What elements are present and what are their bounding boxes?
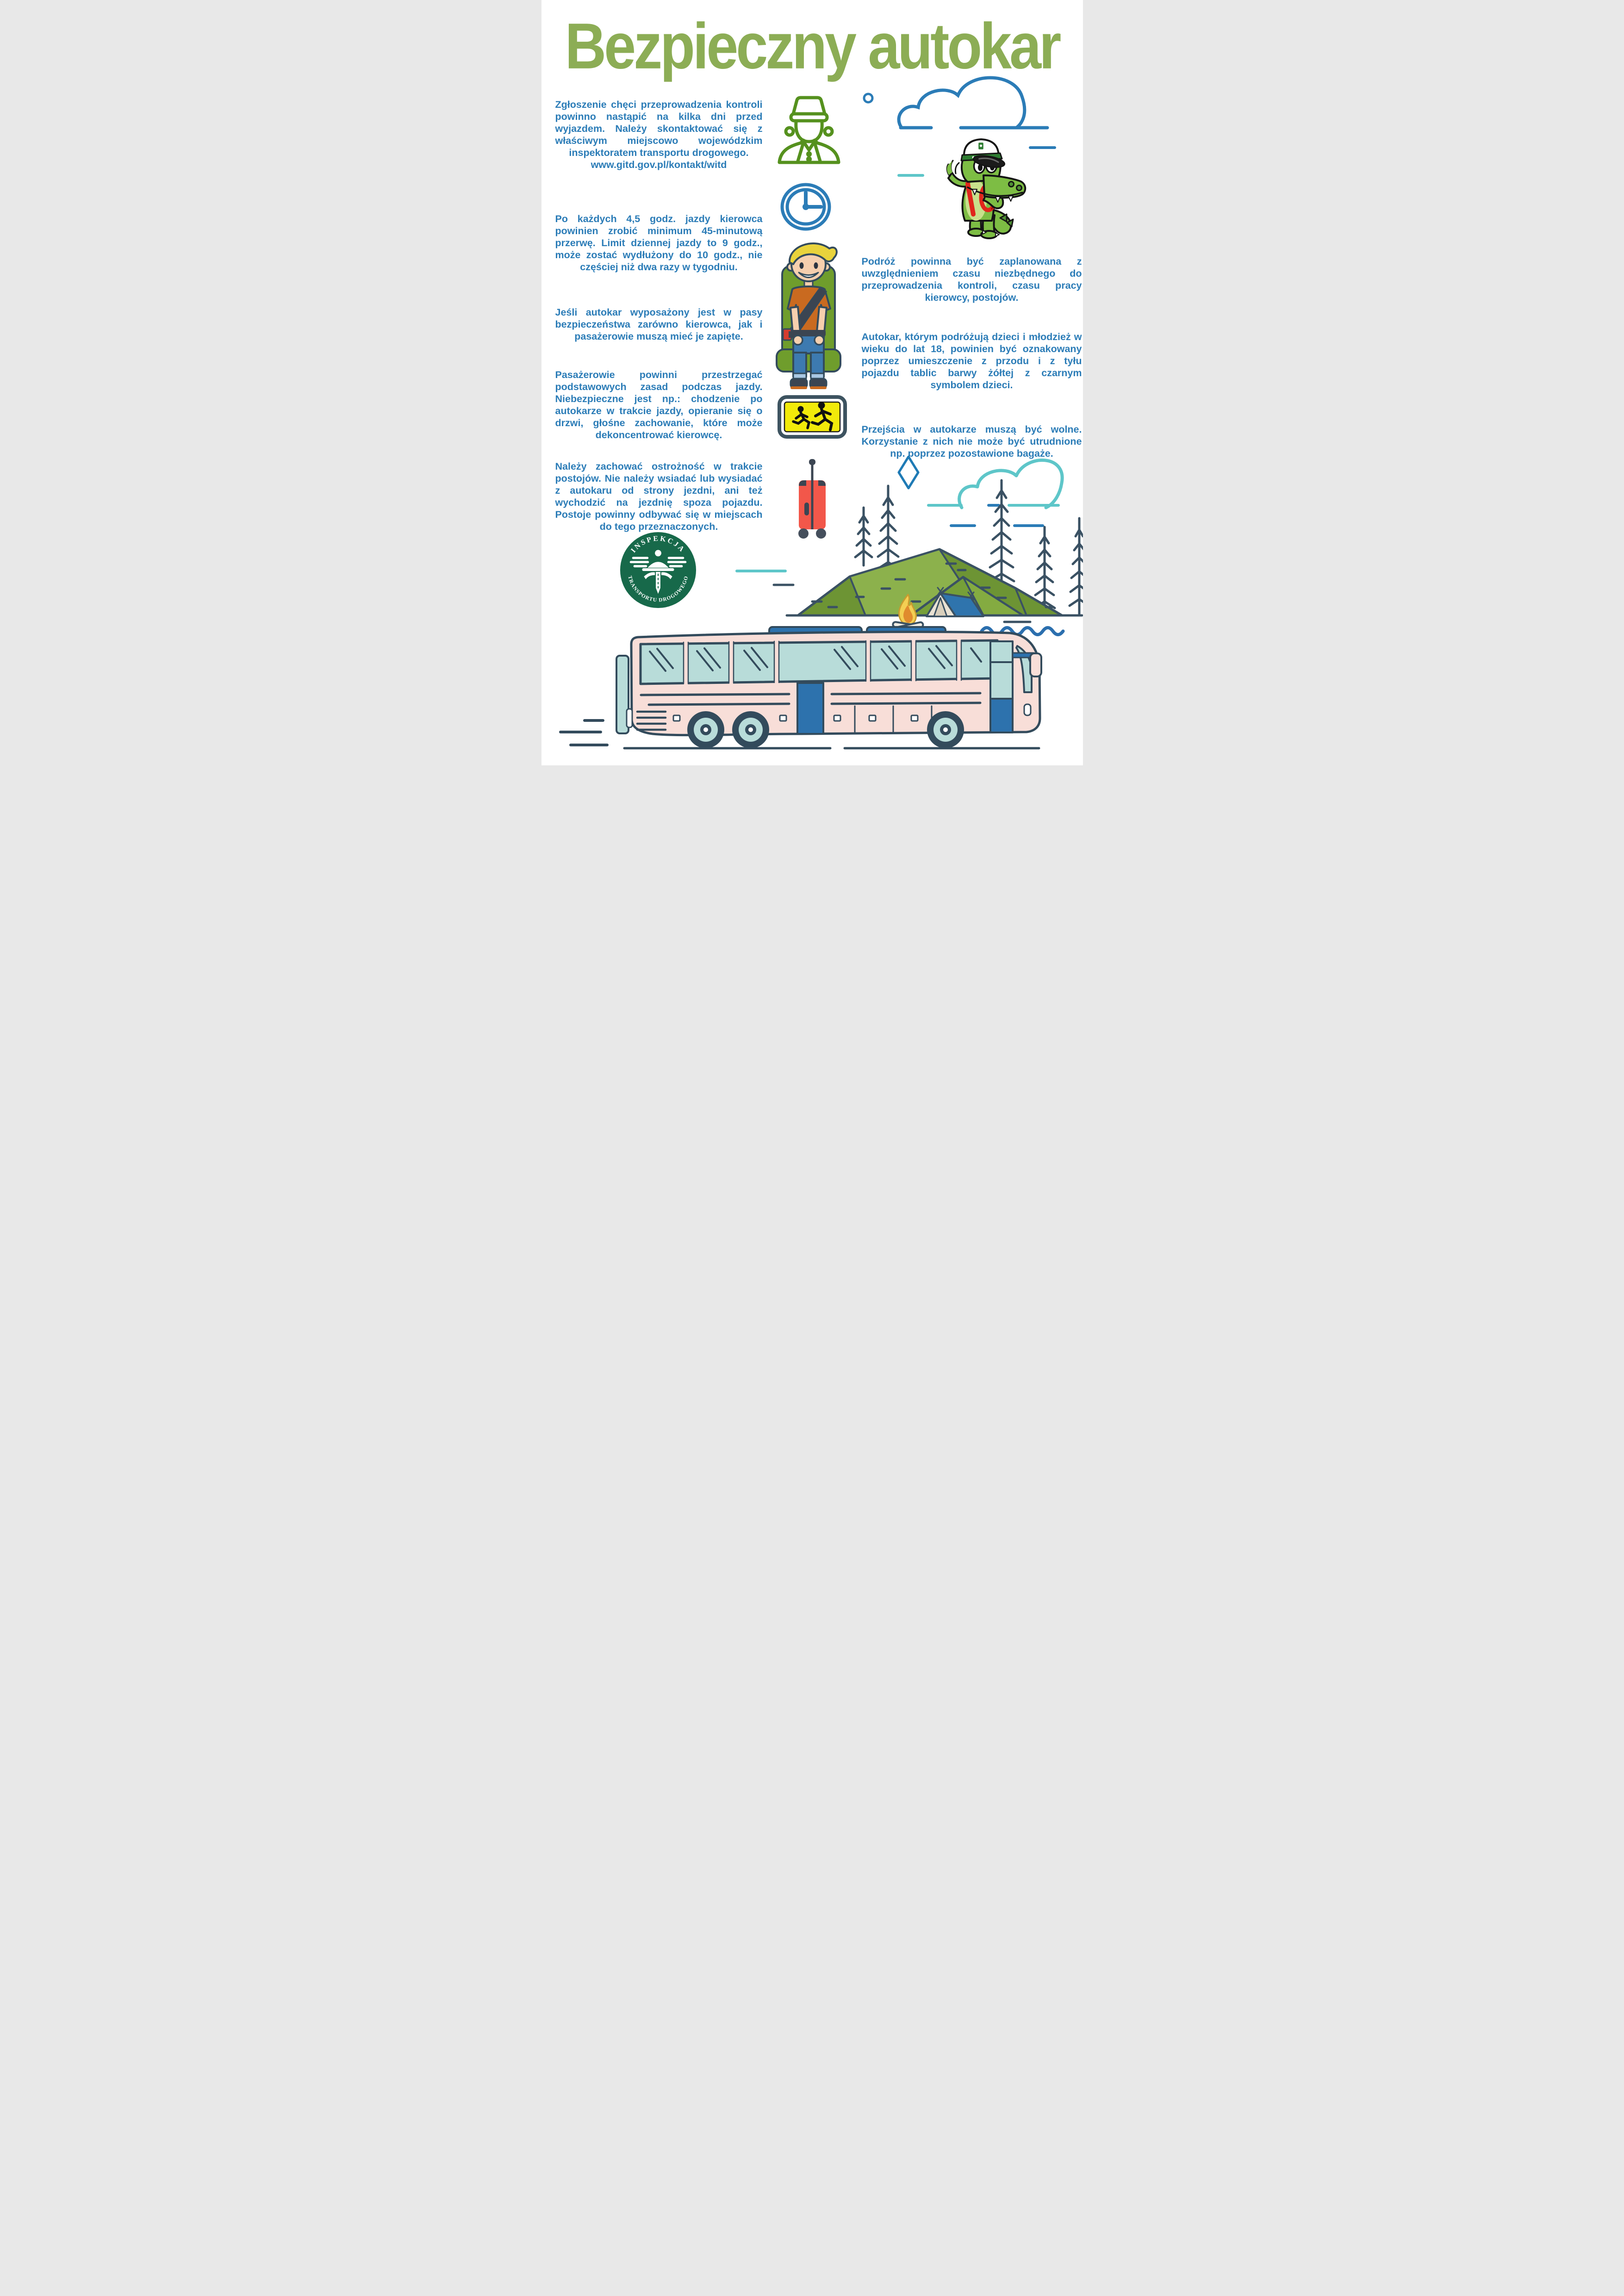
front-door-window-upper [990, 641, 1013, 662]
paragraph-seatbelts: Jeśli autokar wyposażony jest w pasy bezpieczeństwa zarówno kierowca, jak i pasażerowie muszą mieć je zapięte. [555, 307, 763, 342]
bus-rear-slot [627, 709, 632, 727]
crocodile-nostril-2 [1016, 186, 1021, 191]
seatbelt-buckle-clip [789, 331, 794, 338]
driver-cap-crown [793, 98, 825, 114]
children-warning-sign-icon [778, 395, 847, 439]
diamond-decoration-icon [899, 457, 918, 488]
crocodile-inspector-mascot [937, 137, 1030, 241]
logo-text-bottom: TRANSPORTU DROGOWEGO [627, 575, 690, 603]
crocodile-nostril-1 [1008, 182, 1014, 187]
paragraph-driving-time: Po każdych 4,5 godz. jazdy kierowca powinien zrobić minimum 45-minutową przerwę. Limit dziennej jazdy to 9 godz., może zostać wydłużony do 10 godz., nie częściej niż dwa razy w tygodniu. [555, 213, 763, 273]
circle-decoration-icon [864, 94, 872, 102]
coach-bus-illustration [541, 592, 1083, 765]
paragraph-inspection-request-text: Zgłoszenie chęci przeprowadzenia kontroli powinno nastąpić na kilka dni przed wyjazdem. Należy skontaktować się z właściwym miejscowo wojewódzkim inspektoratem transportu drogowego. [555, 99, 763, 158]
gitd-contact-link[interactable]: www.gitd.gov.pl/kontakt/witd [591, 159, 727, 170]
boy-hand-right [815, 335, 824, 345]
cloud-icon [899, 78, 1025, 128]
driver-face [796, 122, 821, 142]
paragraph-passenger-rules: Pasażerowie powinni przestrzegać podstawowych zasad podczas jazdy. Niebezpieczne jest np.: chodzenie po autokarze w trakcie jazdy, opieranie się o drzwi, głośne zachowanie, które może dekoncentrować kierowcę. [555, 369, 763, 441]
boy-eye-left [799, 262, 803, 269]
driver-button-2 [808, 158, 810, 160]
wheel-rear-1 [687, 711, 724, 748]
paragraph-free-aisles: Przejścia w autokarze muszą być wolne. Korzystanie z nich nie może być utrudnione np. poprzez pozostawione bagaże. [861, 424, 1082, 459]
wheel-front [927, 711, 964, 748]
jeans-cuff-right [811, 373, 824, 379]
jeans-cuff-left [793, 373, 806, 379]
poster-page [541, 0, 1083, 765]
cap-eagle [979, 144, 982, 147]
shoe-sole-left [790, 386, 807, 389]
paragraph-stops-caution: Należy zachować ostrożność w trakcie postojów. Nie należy wsiadać lub wysiadać z autokaru od strony jezdni, ani też wychodzić na jezdnię spoza pojazdu. Postoje powinny odbywać się w miejscach do tego przeznaczonych. [555, 461, 763, 532]
paragraph-children-marking: Autokar, którym podróżują dzieci i młodzież w wieku do lat 18, powinien być oznakowany poprzez umieszczenie z przodu i z tyłu pojazdu tablic barwy żółtej z czarnym symbolem dzieci. [861, 331, 1082, 391]
boy-eye-right [814, 262, 818, 269]
driver-ear-right [825, 128, 832, 135]
bus-front-door [990, 699, 1013, 732]
driver-cap-band [791, 114, 827, 121]
speed-lines [560, 720, 607, 745]
bus-middle-door [797, 683, 823, 734]
logo-text-top: INSPEKCJA [629, 534, 687, 554]
shoe-sole-right [810, 386, 827, 389]
bus-driver-icon [777, 94, 841, 164]
paragraph-trip-planning: Podróż powinna być zaplanowana z uwzględnieniem czasu niezbędnego do przeprowadzenia kontroli, czasu pracy kierowcy, postojów. [861, 256, 1082, 303]
seated-passenger-seatbelt-illustration [765, 239, 852, 392]
paragraph-inspection-request [555, 99, 763, 171]
bus-window-band [641, 640, 997, 684]
driver-button-1 [808, 153, 810, 155]
boy-hand-left [793, 335, 803, 345]
bus-front-slot [1024, 704, 1031, 715]
front-door-window-lower [990, 662, 1013, 699]
side-mirror [1030, 653, 1041, 676]
clock-center-dot [803, 204, 809, 210]
page-title: Bezpieczny autokar [565, 10, 1059, 83]
teal-cloud-icon [959, 460, 1062, 508]
clock-icon [780, 182, 831, 231]
driver-ear-left [786, 128, 793, 135]
wheel-rear-2 [732, 711, 769, 748]
